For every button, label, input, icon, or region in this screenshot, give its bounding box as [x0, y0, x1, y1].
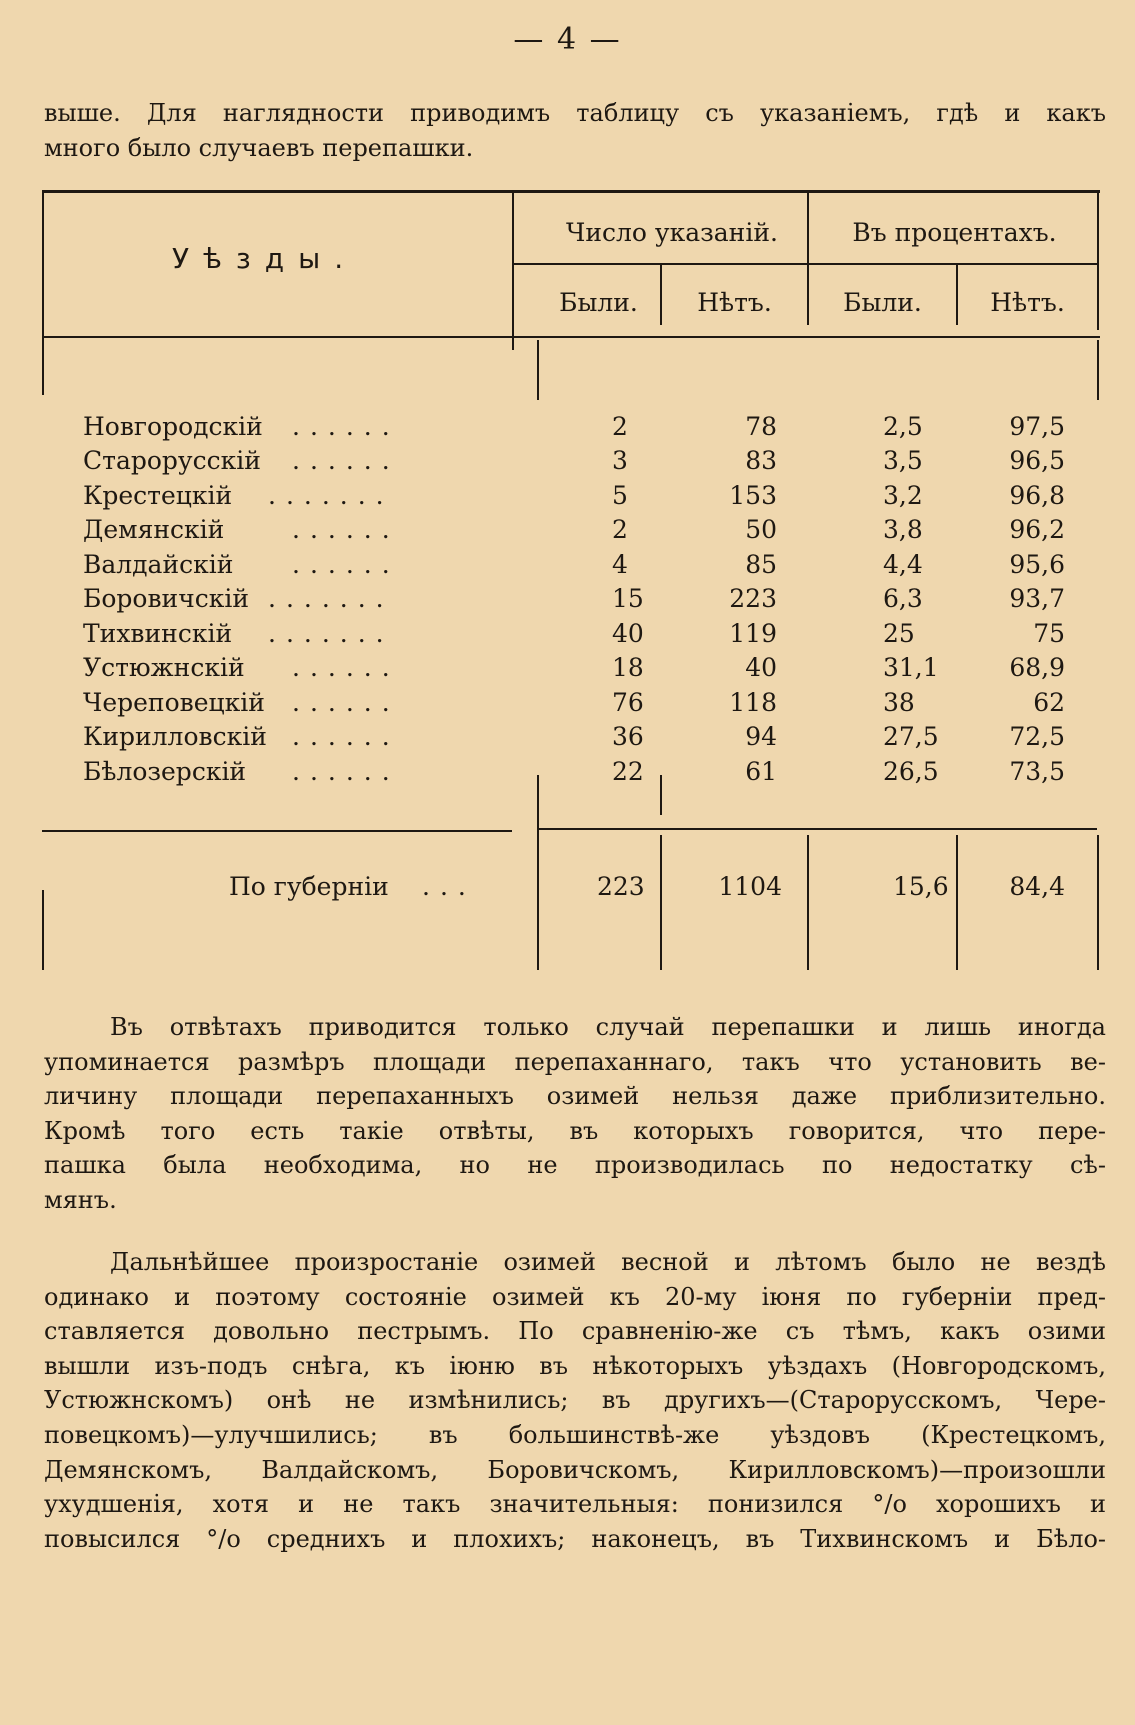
were-percent: 25 — [883, 619, 915, 648]
were-percent: 3,2 — [883, 481, 923, 510]
were-count: 22 — [612, 757, 644, 786]
header-were-pct: Были. — [843, 288, 922, 317]
district-name: Тихвинскій — [83, 619, 233, 648]
text-line: ухудшенія, хотя и не такъ значительныя: понизился °/o хорошихъ и — [44, 1490, 1106, 1519]
leader-dots: ....... — [268, 584, 394, 613]
text-line: повецкомъ)—улучшились; въ большинствѣ-же уѣздовъ (Крестецкомъ, — [44, 1420, 1106, 1449]
district-name: Бѣлозерскій — [83, 757, 247, 786]
district-name: Крестецкій — [83, 481, 233, 510]
table-row — [42, 446, 1100, 480]
text-line: много было случаевъ перепашки. — [44, 133, 474, 162]
district-name: Устюжнскій — [83, 653, 245, 682]
text-line: пашка была необходима, но не производилась по недостатку сѣ- — [44, 1151, 1106, 1180]
leader-dots: ...... — [292, 757, 400, 786]
leader-dots: ...... — [292, 653, 400, 682]
leader-dots: ...... — [292, 446, 400, 475]
total-were-percent: 15,6 — [893, 872, 949, 901]
district-table — [42, 190, 1100, 970]
header-count-group: Число указаній. — [566, 218, 778, 247]
district-name: Новгородскій — [83, 412, 263, 441]
header-were-not-pct: Нѣтъ. — [990, 288, 1065, 317]
were-count: 76 — [612, 688, 644, 717]
text-line: повысился °/o среднихъ и плохихъ; наконецъ, въ Тихвинскомъ и Бѣло- — [44, 1524, 1106, 1553]
were-count: 4 — [612, 550, 628, 579]
district-name: Демянскій — [83, 515, 225, 544]
table-row — [42, 515, 1100, 549]
table-row — [42, 412, 1100, 446]
were-percent: 4,4 — [883, 550, 923, 579]
were-not-count: 85 — [745, 550, 777, 579]
were-not-percent: 68,9 — [1009, 653, 1065, 682]
were-percent: 6,3 — [883, 584, 923, 613]
were-not-percent: 73,5 — [1009, 757, 1065, 786]
were-percent: 38 — [883, 688, 915, 717]
text-line: личину площади перепаханныхъ озимей нельзя даже приблизительно. — [44, 1082, 1106, 1111]
were-not-percent: 96,5 — [1009, 446, 1065, 475]
table-total-row — [42, 872, 1100, 906]
header-were-not: Нѣтъ. — [697, 288, 772, 317]
page-number: — 4 — — [513, 22, 622, 57]
were-not-count: 119 — [729, 619, 777, 648]
leader-dots: ...... — [292, 515, 400, 544]
text-line: упоминается размѣръ площади перепаханнаго, такъ что установить ве- — [44, 1047, 1106, 1076]
were-count: 2 — [612, 515, 628, 544]
text-line: Устюжнскомъ) онѣ не измѣнились; въ другихъ—(Старорусскомъ, Чере- — [44, 1386, 1106, 1415]
text-line: мянъ. — [44, 1185, 117, 1214]
were-not-count: 61 — [745, 757, 777, 786]
were-percent: 26,5 — [883, 757, 939, 786]
were-count: 36 — [612, 722, 644, 751]
were-percent: 27,5 — [883, 722, 939, 751]
leader-dots: ....... — [268, 619, 394, 648]
were-not-percent: 96,8 — [1009, 481, 1065, 510]
paragraph-growth — [44, 1245, 1106, 1556]
district-name: Кирилловскій — [83, 722, 267, 751]
were-not-count: 118 — [729, 688, 777, 717]
leader-dots: ...... — [292, 722, 400, 751]
leader-dots: ...... — [292, 688, 400, 717]
text-line: Демянскомъ, Валдайскомъ, Боровичскомъ, Кирилловскомъ)—произошли — [44, 1455, 1106, 1484]
were-not-count: 223 — [729, 584, 777, 613]
were-count: 40 — [612, 619, 644, 648]
text-line: одинако и поэтому состояніе озимей къ 20-му іюня по губерніи пред- — [44, 1282, 1106, 1311]
leader-dots: ... — [422, 872, 476, 901]
total-label: По губерніи — [229, 872, 389, 901]
text-line: вышли изъ-подъ снѣга, къ іюню въ нѣкоторыхъ уѣздахъ (Новгородскомъ, — [44, 1351, 1106, 1380]
were-not-percent: 75 — [1033, 619, 1065, 648]
text-line: Дальнѣйшее произростаніе озимей весной и лѣтомъ было не вездѣ — [110, 1248, 1106, 1276]
header-districts: Уѣзды. — [172, 242, 358, 275]
paragraph-answers — [44, 1010, 1106, 1218]
text-line: Въ отвѣтахъ приводится только случай перепашки и лишь иногда — [110, 1013, 1106, 1041]
table-row — [42, 619, 1100, 653]
table-row — [42, 757, 1100, 791]
were-not-percent: 95,6 — [1009, 550, 1065, 579]
table-row — [42, 584, 1100, 618]
text-line: выше. Для наглядности приводимъ таблицу съ указаніемъ, гдѣ и какъ — [44, 99, 1106, 127]
were-not-count: 78 — [745, 412, 777, 441]
were-count: 15 — [612, 584, 644, 613]
were-not-percent: 93,7 — [1009, 584, 1065, 613]
paragraph-intro — [44, 96, 1106, 165]
text-line: ставляется довольно пестрымъ. По сравненію-же съ тѣмъ, какъ озими — [44, 1317, 1106, 1346]
were-count: 18 — [612, 653, 644, 682]
leader-dots: ....... — [268, 481, 394, 510]
header-were: Были. — [559, 288, 638, 317]
district-name: Старорусскій — [83, 446, 261, 475]
header-percent-group: Въ процентахъ. — [852, 218, 1057, 247]
were-count: 2 — [612, 412, 628, 441]
were-not-count: 50 — [745, 515, 777, 544]
table-row — [42, 653, 1100, 687]
were-not-count: 40 — [745, 653, 777, 682]
table-row — [42, 481, 1100, 515]
district-name: Валдайскій — [83, 550, 234, 579]
district-name: Череповецкій — [83, 688, 265, 717]
were-percent: 3,5 — [883, 446, 923, 475]
table-row — [42, 550, 1100, 584]
were-not-count: 83 — [745, 446, 777, 475]
total-were-not-percent: 84,4 — [1009, 872, 1065, 901]
leader-dots: ...... — [292, 550, 400, 579]
were-not-count: 153 — [729, 481, 777, 510]
total-were-count: 223 — [597, 872, 645, 901]
were-percent: 2,5 — [883, 412, 923, 441]
were-not-percent: 72,5 — [1009, 722, 1065, 751]
were-not-percent: 96,2 — [1009, 515, 1065, 544]
were-not-count: 94 — [745, 722, 777, 751]
were-count: 5 — [612, 481, 628, 510]
total-were-not-count: 1104 — [718, 872, 782, 901]
text-line: Кромѣ того есть такіе отвѣты, въ которыхъ говорится, что пере- — [44, 1116, 1106, 1145]
table-row — [42, 688, 1100, 722]
district-name: Боровичскій — [83, 584, 250, 613]
were-count: 3 — [612, 446, 628, 475]
were-percent: 3,8 — [883, 515, 923, 544]
were-percent: 31,1 — [883, 653, 939, 682]
table-row — [42, 722, 1100, 756]
were-not-percent: 97,5 — [1009, 412, 1065, 441]
leader-dots: ...... — [292, 412, 400, 441]
were-not-percent: 62 — [1033, 688, 1065, 717]
